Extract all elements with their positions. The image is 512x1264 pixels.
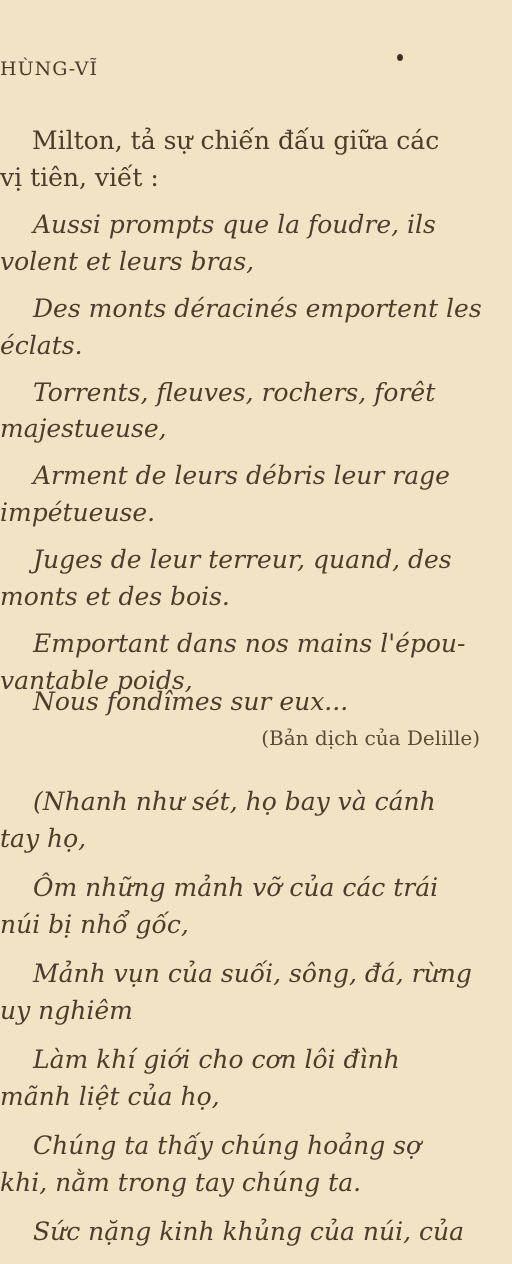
french-verse-5-line-2: monts et des bois. (0, 582, 230, 611)
french-verse-1-line-1: Aussi prompts que la foudre, ils (33, 210, 436, 239)
running-head: HÙNG-VĨ (0, 58, 99, 80)
french-verse-2-line-2: éclats. (0, 331, 83, 360)
vietnamese-verse-4-line-1: Làm khí giới cho cơn lôi đình (33, 1045, 400, 1074)
vietnamese-verse-4-line-2: mãnh liệt của họ, (0, 1082, 220, 1111)
intro-line-2: vị tiên, viết : (0, 163, 159, 192)
vietnamese-verse-1-line-1: (Nhanh như sét, họ bay và cánh (33, 787, 436, 816)
vietnamese-verse-3-line-2: uy nghiêm (0, 996, 133, 1025)
french-verse-3-line-2: majestueuse, (0, 414, 167, 443)
french-verse-5-line-1: Juges de leur terreur, quand, des (33, 545, 452, 574)
french-verse-6-line-1: Emportant dans nos mains l'épou- (33, 629, 466, 658)
vietnamese-verse-1-line-2: tay họ, (0, 824, 87, 853)
french-verse-7-line-1: Nous fondîmes sur eux... (33, 687, 349, 716)
ink-speck (397, 54, 403, 61)
vietnamese-verse-5-line-2: khi, nằm trong tay chúng ta. (0, 1168, 362, 1197)
french-verse-2-line-1: Des monts déracinés emportent les (33, 294, 482, 323)
vietnamese-verse-6-line-1: Sức nặng kinh khủng của núi, của (33, 1217, 464, 1246)
french-verse-1-line-2: volent et leurs bras, (0, 247, 255, 276)
vietnamese-verse-2-line-1: Ôm những mảnh vỡ của các trái (33, 873, 439, 902)
french-verse-3-line-1: Torrents, fleuves, rochers, forêt (33, 378, 436, 407)
intro-line-1: Milton, tả sự chiến đấu giữa các (32, 126, 440, 155)
french-verse-4-line-2: impétueuse. (0, 498, 156, 527)
vietnamese-verse-2-line-2: núi bị nhổ gốc, (0, 910, 189, 939)
vietnamese-verse-3-line-1: Mảnh vụn của suối, sông, đá, rừng (33, 959, 472, 988)
translation-credit: (Bản dịch của Delille) (261, 726, 480, 750)
vietnamese-verse-5-line-1: Chúng ta thấy chúng hoảng sợ (33, 1131, 422, 1160)
french-verse-6-line-2: vantable poids, (0, 666, 193, 695)
french-verse-4-line-1: Arment de leurs débris leur rage (33, 461, 450, 490)
